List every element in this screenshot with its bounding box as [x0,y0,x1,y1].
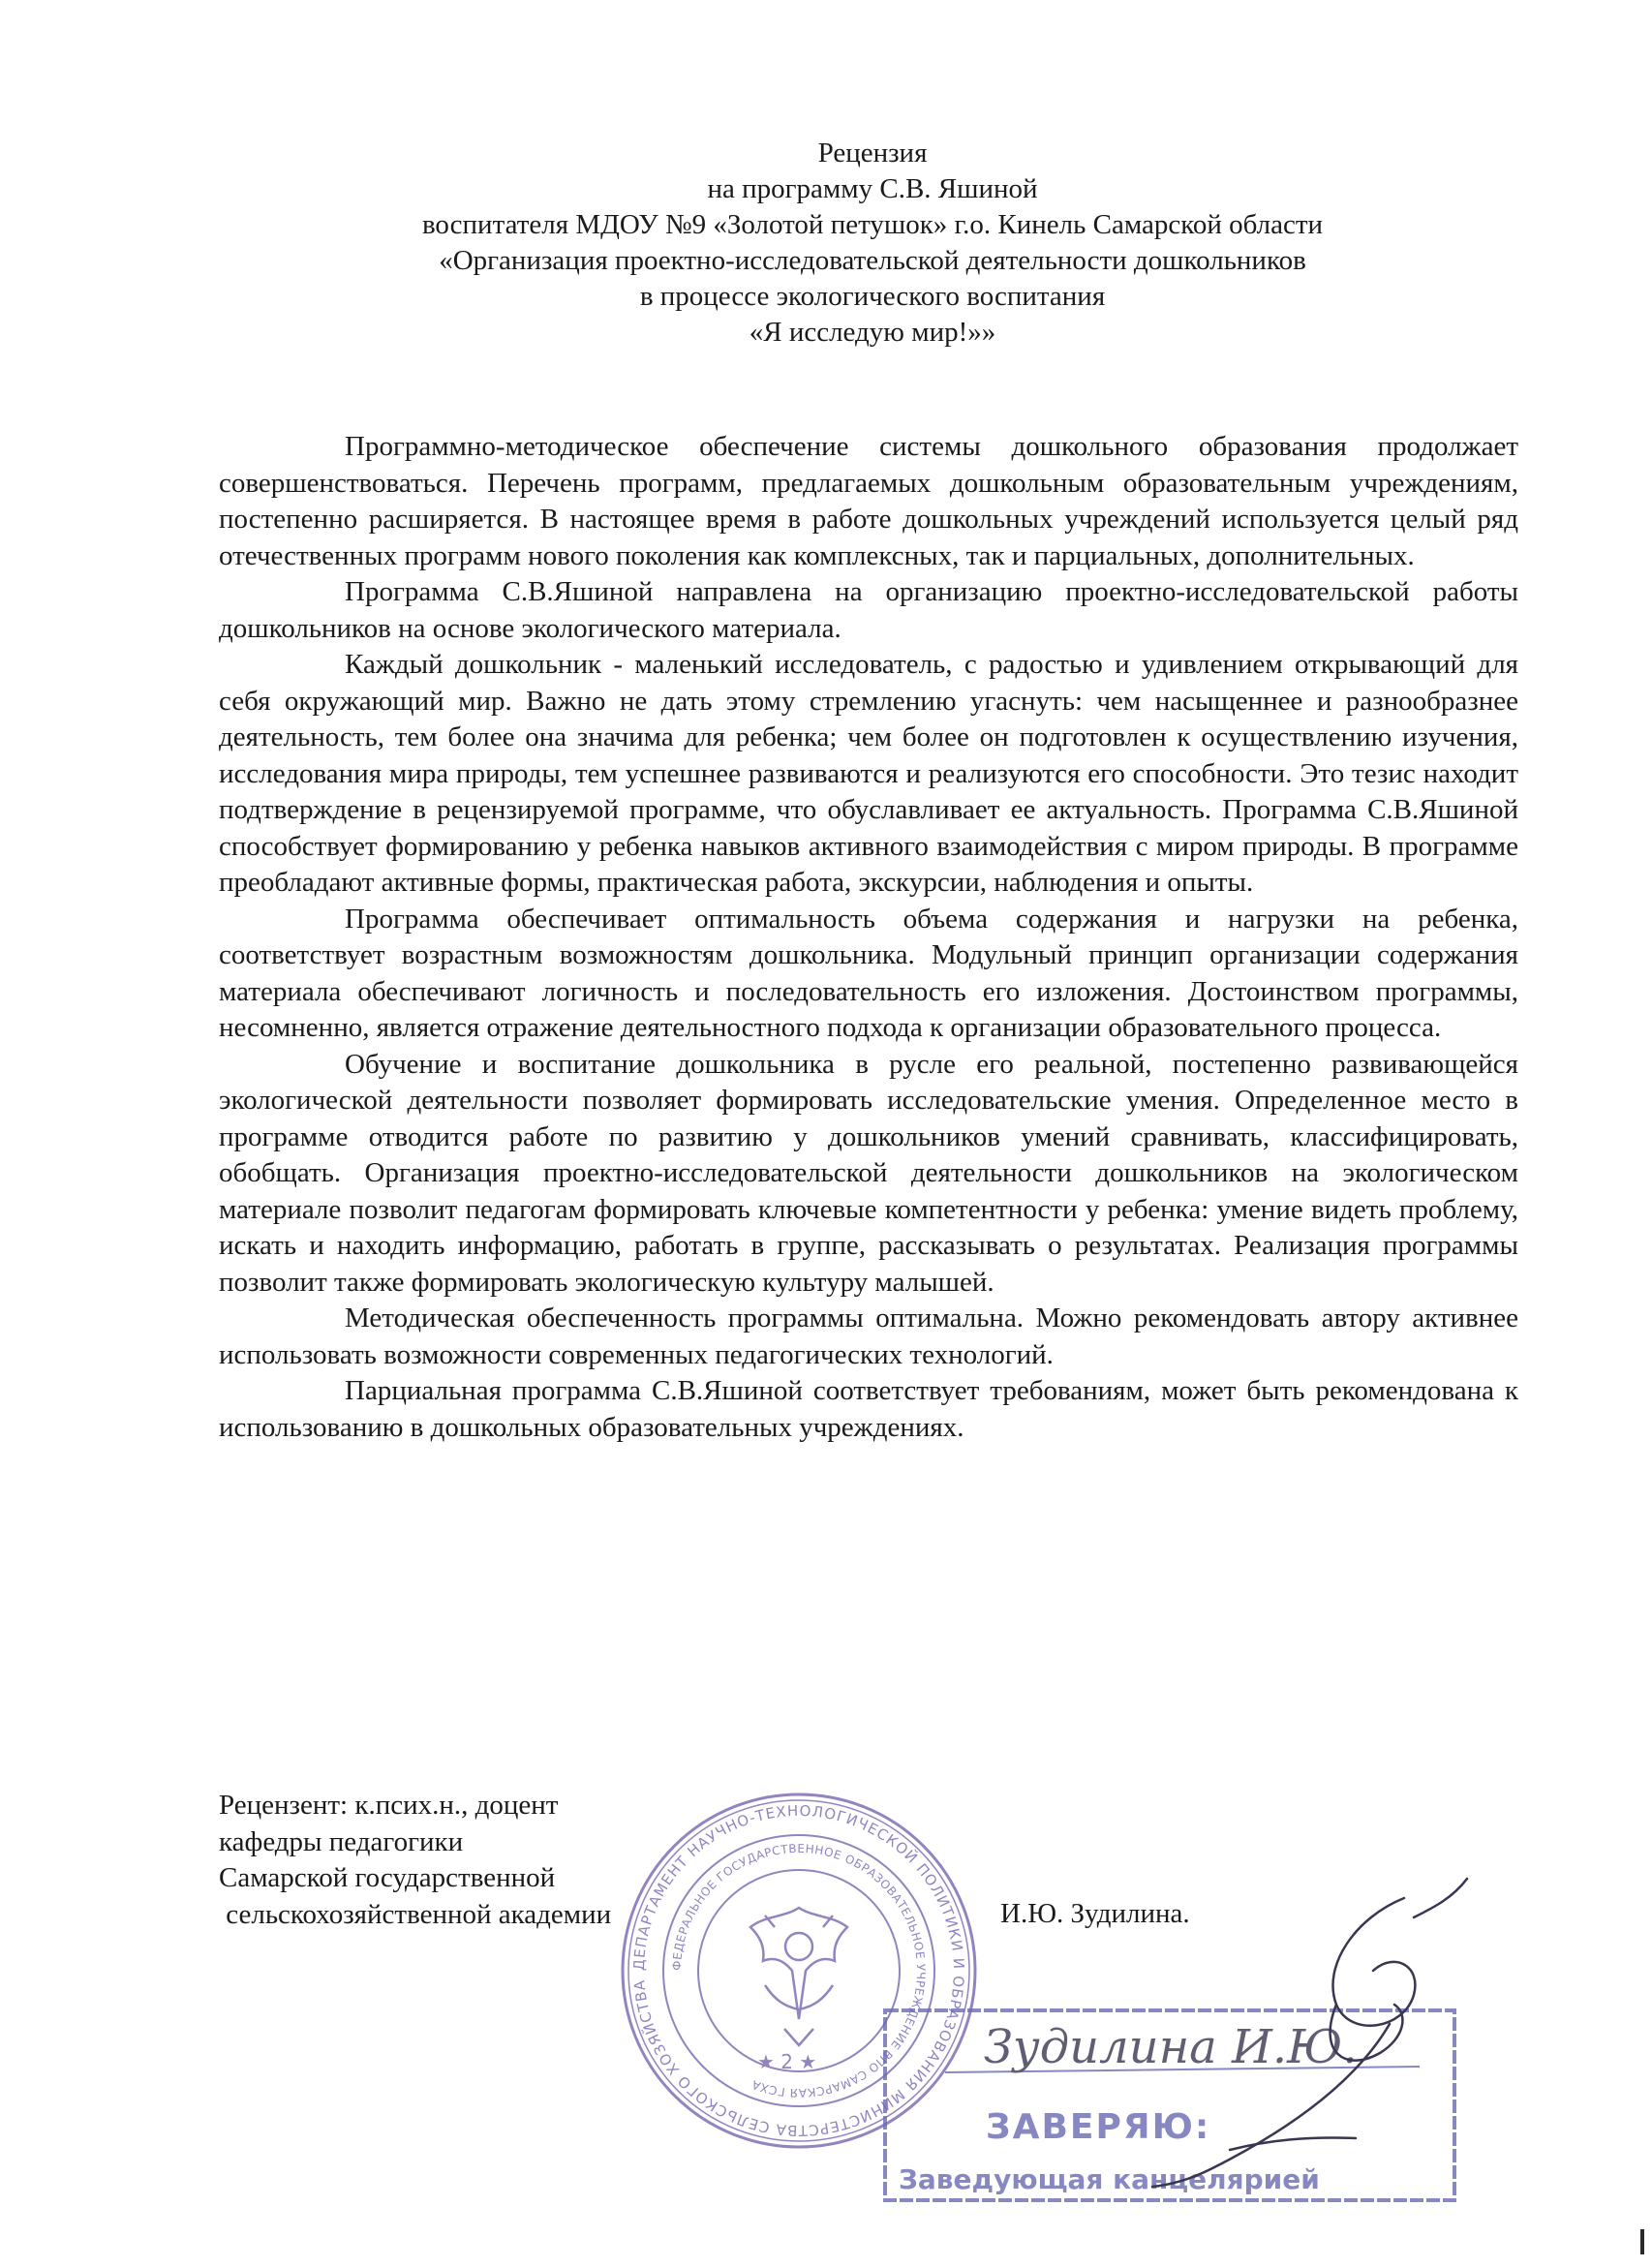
header-line-program-title: «Организация проектно-исследовательской деятельности дошкольников [439,245,1306,276]
document-title: Рецензия [817,138,928,169]
reviewer-line: сельскохозяйственной академии [219,1898,612,1930]
reviewer-line: кафедры педагогики [219,1825,464,1857]
stamp-subtitle: Заведующая канцелярией [899,2163,1320,2195]
paragraph: Методическая обеспеченность программы оптимальна. Можно рекомендовать автору активнее использовать возможности современных педагогических технологий. [219,1303,1518,1370]
header-line-author: воспитателя МДОУ №9 «Золотой петушок» г.о. Кинель Самарской области [421,209,1324,240]
paragraph: Программно-методическое обеспечение системы дошкольного образования продолжает совершенствоваться. Перечень программ, предлагаемых дошкольным образовательным учреждениям, постепенно расширяется. В настоящее время в работе дошкольных учреждений используется целый ряд отечественных программ нового поколения как комплексных, так и парциальных, дополнительных. [219,431,1518,571]
reviewer-line: Рецензент: к.псих.н., доцент [219,1790,559,1821]
seal-inner-text: ФЕДЕРАЛЬНОЕ ГОСУДАРСТВЕННОЕ ОБРАЗОВАТЕЛЬНОЕ УЧРЕЖДЕНИЕ ВПО САМАРСКАЯ ГСХА [669,1841,929,2100]
stamp-handwritten-name: Зудилина И.Ю. [984,2020,1358,2074]
seal-outer-text: ДЕПАРТАМЕНТ НАУЧНО-ТЕХНОЛОГИЧЕСКОЙ ПОЛИТИКИ И ОБРАЗОВАНИЯ МИНИСТЕРСТВА СЕЛЬСКОГО ХОЗЯЙСТВА [629,1801,968,2140]
stamp-title: ЗАВЕРЯЮ: [986,2107,1211,2147]
svg-text:★ 2 ★: ★ 2 ★ [757,2050,817,2073]
paragraph: Парциальная программа С.В.Яшиной соответствует требованиям, может быть рекомендована к использованию в дошкольных образовательных учреждениях. [219,1375,1518,1443]
reviewer-line: Самарской государственной [219,1862,556,1893]
reviewer-name: И.Ю. Зудилина. [1000,1898,1190,1929]
header-line-program-subtitle: «Я исследую мир!»» [749,317,996,348]
header-line-program: на программу С.В. Яшиной [707,173,1038,204]
paragraph: Каждый дошкольник - маленький исследователь, с радостью и удивлением открывающий для себя окружающий мир. Важно не дать этому стремлению угаснуть: чем насыщеннее и разнообразнее деятельность, тем более она значима для ребенка; чем более он подготовлен к осуществлению изучения, исследования мира природы, тем успешнее развиваются и реализуются его способности. Это тезис находит подтверждение в рецензируемой программе, что обуславливает ее актуальность. Программа С.В.Яшиной способствует формированию у ребенка навыков активного взаимодействия с миром природы. В программе преобладают активные формы, практическая работа, экскурсии, наблюдения и опыты. [219,649,1518,898]
header-line-program-title-2: в процессе экологического воспитания [639,281,1106,312]
reviewer-block [219,1788,611,1933]
paragraph: Программа обеспечивает оптимальность объема содержания и нагрузки на ребенка, соответствует возрастным возможностям дошкольника. Модульный принцип организации содержания материала обеспечивают логичность и последовательность его изложения. Достоинством программы, несомненно, является отражение деятельностного подхода к организации образовательного процесса. [219,903,1518,1043]
review-body [219,429,1518,1446]
paragraph: Программа С.В.Яшиной направлена на организацию проектно-исследовательской работы дошкольников на основе экологического материала. [219,576,1518,644]
scan-edge-mark [1640,2229,1644,2254]
paragraph: Обучение и воспитание дошкольника в русле его реальной, постепенно развивающейся экологической деятельности позволяет формировать исследовательские умения. Определенное место в программе отводится работе по развитию у дошкольников умений сравнивать, классифицировать, обобщать. Организация проектно-исследовательской деятельности дошкольников на экологическом материале позволит педагогам формировать ключевые компетентности у ребенка: умение видеть проблему, искать и находить информацию, работать в группе, рассказывать о результатах. Реализация программы позволит также формировать экологическую культуру малышей. [219,1048,1518,1298]
handwritten-signature-icon [1114,1859,1520,2198]
document-header [219,136,1526,351]
